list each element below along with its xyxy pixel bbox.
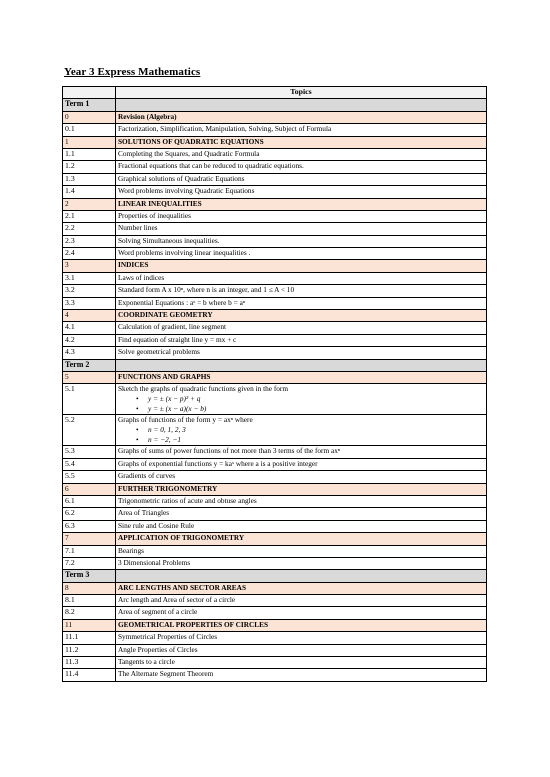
subtopic-row bbox=[63, 415, 487, 446]
subtopic-text: Completing the Squares, and Quadratic Formula bbox=[116, 148, 487, 160]
subtopic-row bbox=[63, 446, 487, 458]
header-number-cell bbox=[63, 87, 116, 99]
subtopic-number: 2.4 bbox=[63, 248, 116, 260]
subtopic-text: Properties of inequalities bbox=[116, 210, 487, 222]
subtopic-row bbox=[63, 657, 487, 669]
subtopic-text: Trigonometric ratios of acute and obtuse angles bbox=[116, 495, 487, 507]
subtopic-number: 1.1 bbox=[63, 148, 116, 160]
subtopic-number: 5.2 bbox=[63, 415, 116, 446]
topic-number: 11 bbox=[63, 619, 116, 631]
term-row bbox=[63, 359, 487, 371]
table-header-row bbox=[63, 87, 487, 99]
subtopic-number: 5.3 bbox=[63, 446, 116, 458]
subtopic-row bbox=[63, 632, 487, 644]
subtopic-text: Area of segment of a circle bbox=[116, 607, 487, 619]
bullet-item: • n = 0, 1, 2, 3 bbox=[118, 425, 484, 435]
subtopic-row bbox=[63, 210, 487, 222]
subtopic-row bbox=[63, 471, 487, 483]
subtopic-text: Bearings bbox=[116, 545, 487, 557]
subtopic-row bbox=[63, 495, 487, 507]
subtopic-number: 2.2 bbox=[63, 223, 116, 235]
subtopic-text: Sine rule and Cosine Rule bbox=[116, 520, 487, 532]
topic-title: COORDINATE GEOMETRY bbox=[116, 310, 487, 322]
subtopic-text: Word problems involving Quadratic Equations bbox=[116, 186, 487, 198]
subtopic-number: 6.1 bbox=[63, 495, 116, 507]
topic-title: INDICES bbox=[116, 260, 487, 272]
subtopic-cell bbox=[116, 415, 487, 446]
subtopic-row bbox=[63, 334, 487, 346]
subtopic-text: Standard form A x 10ⁿ, where n is an integer, and 1 ≤ A < 10 bbox=[116, 285, 487, 297]
subtopic-number: 0.1 bbox=[63, 124, 116, 136]
topic-row bbox=[63, 111, 487, 123]
subtopic-row bbox=[63, 384, 487, 415]
subtopic-number: 4.1 bbox=[63, 322, 116, 334]
subtopic-number: 11.1 bbox=[63, 632, 116, 644]
term-label: Term 1 bbox=[63, 99, 116, 111]
topic-title: LINEAR INEQUALITIES bbox=[116, 198, 487, 210]
subtopic-text: Area of Triangles bbox=[116, 508, 487, 520]
subtopic-text: Laws of indices bbox=[116, 272, 487, 284]
subtopic-row bbox=[63, 186, 487, 198]
subtopic-row bbox=[63, 124, 487, 136]
subtopic-row bbox=[63, 458, 487, 470]
subtopic-number: 5.5 bbox=[63, 471, 116, 483]
topic-title: Revision (Algebra) bbox=[116, 111, 487, 123]
document-title: Year 3 Express Mathematics bbox=[64, 66, 201, 78]
topic-title: FURTHER TRIGONOMETRY bbox=[116, 483, 487, 495]
subtopic-row bbox=[63, 508, 487, 520]
topic-row bbox=[63, 619, 487, 631]
subtopic-number: 11.2 bbox=[63, 644, 116, 656]
subtopic-row bbox=[63, 248, 487, 260]
topic-number: 8 bbox=[63, 582, 116, 594]
subtopic-number: 6.2 bbox=[63, 508, 116, 520]
subtopic-row bbox=[63, 595, 487, 607]
subtopic-text: Factorization, Simplification, Manipulation, Solving, Subject of Formula bbox=[116, 124, 487, 136]
subtopic-number: 4.2 bbox=[63, 334, 116, 346]
topic-row bbox=[63, 136, 487, 148]
subtopic-text: Sketch the graphs of quadratic functions given in the form bbox=[118, 384, 289, 394]
topic-title: APPLICATION OF TRIGONOMETRY bbox=[116, 533, 487, 545]
subtopic-number: 3.2 bbox=[63, 285, 116, 297]
topic-title: FUNCTIONS AND GRAPHS bbox=[116, 371, 487, 383]
subtopic-text: Symmetrical Properties of Circles bbox=[116, 632, 487, 644]
term-row bbox=[63, 570, 487, 582]
subtopic-row bbox=[63, 557, 487, 569]
subtopic-text: Graphs of functions of the form y = axⁿ where bbox=[118, 415, 253, 425]
subtopic-row bbox=[63, 644, 487, 656]
topic-title: GEOMETRICAL PROPERTIES OF CIRCLES bbox=[116, 619, 487, 631]
subtopic-text: The Alternate Segment Theorem bbox=[116, 669, 487, 681]
subtopic-number: 7.1 bbox=[63, 545, 116, 557]
subtopic-text: Arc length and Area of sector of a circle bbox=[116, 595, 487, 607]
subtopic-row bbox=[63, 173, 487, 185]
subtopic-row bbox=[63, 148, 487, 160]
subtopic-number: 11.4 bbox=[63, 669, 116, 681]
subtopic-number: 5.1 bbox=[63, 384, 116, 415]
subtopic-number: 7.2 bbox=[63, 557, 116, 569]
subtopic-row bbox=[63, 161, 487, 173]
topic-title: SOLUTIONS OF QUADRATIC EQUATIONS bbox=[116, 136, 487, 148]
topic-number: 4 bbox=[63, 310, 116, 322]
subtopic-row bbox=[63, 223, 487, 235]
subtopic-number: 1.4 bbox=[63, 186, 116, 198]
subtopic-text: Graphical solutions of Quadratic Equations bbox=[116, 173, 487, 185]
topic-row bbox=[63, 483, 487, 495]
subtopic-row bbox=[63, 297, 487, 309]
subtopic-number: 2.1 bbox=[63, 210, 116, 222]
subtopic-row bbox=[63, 347, 487, 359]
subtopic-text: Calculation of gradient, line segment bbox=[116, 322, 487, 334]
topic-row bbox=[63, 582, 487, 594]
subtopic-number: 4.3 bbox=[63, 347, 116, 359]
subtopic-text: Solving Simultaneous inequalities. bbox=[116, 235, 487, 247]
term-label: Term 2 bbox=[63, 359, 116, 371]
subtopic-number: 1.2 bbox=[63, 161, 116, 173]
term-row bbox=[63, 99, 487, 111]
subtopic-text: Number lines bbox=[116, 223, 487, 235]
bullet-item: • y = ± (x − p)² + q bbox=[118, 394, 484, 404]
bullet-item: • n = −2, −1 bbox=[118, 435, 484, 445]
term-filler bbox=[116, 99, 487, 111]
term-label: Term 3 bbox=[63, 570, 116, 582]
subtopic-row bbox=[63, 285, 487, 297]
subtopic-row bbox=[63, 545, 487, 557]
topic-number: 2 bbox=[63, 198, 116, 210]
subtopic-number: 8.1 bbox=[63, 595, 116, 607]
topic-row bbox=[63, 371, 487, 383]
subtopic-row bbox=[63, 520, 487, 532]
subtopic-text: Find equation of straight line y = mx + c bbox=[116, 334, 487, 346]
subtopic-row bbox=[63, 235, 487, 247]
subtopic-row bbox=[63, 272, 487, 284]
subtopic-number: 1.3 bbox=[63, 173, 116, 185]
subtopic-text: Gradients of curves bbox=[116, 471, 487, 483]
subtopic-number: 6.3 bbox=[63, 520, 116, 532]
topic-number: 5 bbox=[63, 371, 116, 383]
subtopic-text: Graphs of exponential functions y = kaˣ where a is a positive integer bbox=[116, 458, 487, 470]
topic-number: 6 bbox=[63, 483, 116, 495]
subtopic-text: Exponential Equations : aˣ = b where b = aⁿ bbox=[116, 297, 487, 309]
topic-number: 1 bbox=[63, 136, 116, 148]
topic-row bbox=[63, 533, 487, 545]
topic-title: ARC LENGTHS AND SECTOR AREAS bbox=[116, 582, 487, 594]
topic-number: 0 bbox=[63, 111, 116, 123]
subtopic-text: Solve geometrical problems bbox=[116, 347, 487, 359]
subtopic-text: Tangents to a circle bbox=[116, 657, 487, 669]
subtopic-text: Fractional equations that can be reduced to quadratic equations. bbox=[116, 161, 487, 173]
subtopic-number: 3.3 bbox=[63, 297, 116, 309]
subtopic-number: 8.2 bbox=[63, 607, 116, 619]
subtopic-text: 3 Dimensional Problems bbox=[116, 557, 487, 569]
subtopic-number: 11.3 bbox=[63, 657, 116, 669]
topic-row bbox=[63, 260, 487, 272]
subtopic-text: Word problems involving linear inequalities . bbox=[116, 248, 487, 260]
subtopic-number: 2.3 bbox=[63, 235, 116, 247]
topic-row bbox=[63, 310, 487, 322]
subtopic-number: 5.4 bbox=[63, 458, 116, 470]
term-filler bbox=[116, 570, 487, 582]
subtopic-number: 3.1 bbox=[63, 272, 116, 284]
subtopic-text: Graphs of sums of power functions of not more than 3 terms of the form axⁿ bbox=[116, 446, 487, 458]
subtopic-row bbox=[63, 607, 487, 619]
subtopic-row bbox=[63, 322, 487, 334]
bullet-item: • y = ± (x − a)(x − b) bbox=[118, 404, 484, 414]
subtopic-cell bbox=[116, 384, 487, 415]
syllabus-table bbox=[62, 86, 487, 682]
topic-number: 7 bbox=[63, 533, 116, 545]
term-filler bbox=[116, 359, 487, 371]
header-topics-cell: Topics bbox=[116, 87, 487, 99]
subtopic-text: Angle Properties of Circles bbox=[116, 644, 487, 656]
subtopic-row bbox=[63, 669, 487, 681]
topic-number: 3 bbox=[63, 260, 116, 272]
topic-row bbox=[63, 198, 487, 210]
